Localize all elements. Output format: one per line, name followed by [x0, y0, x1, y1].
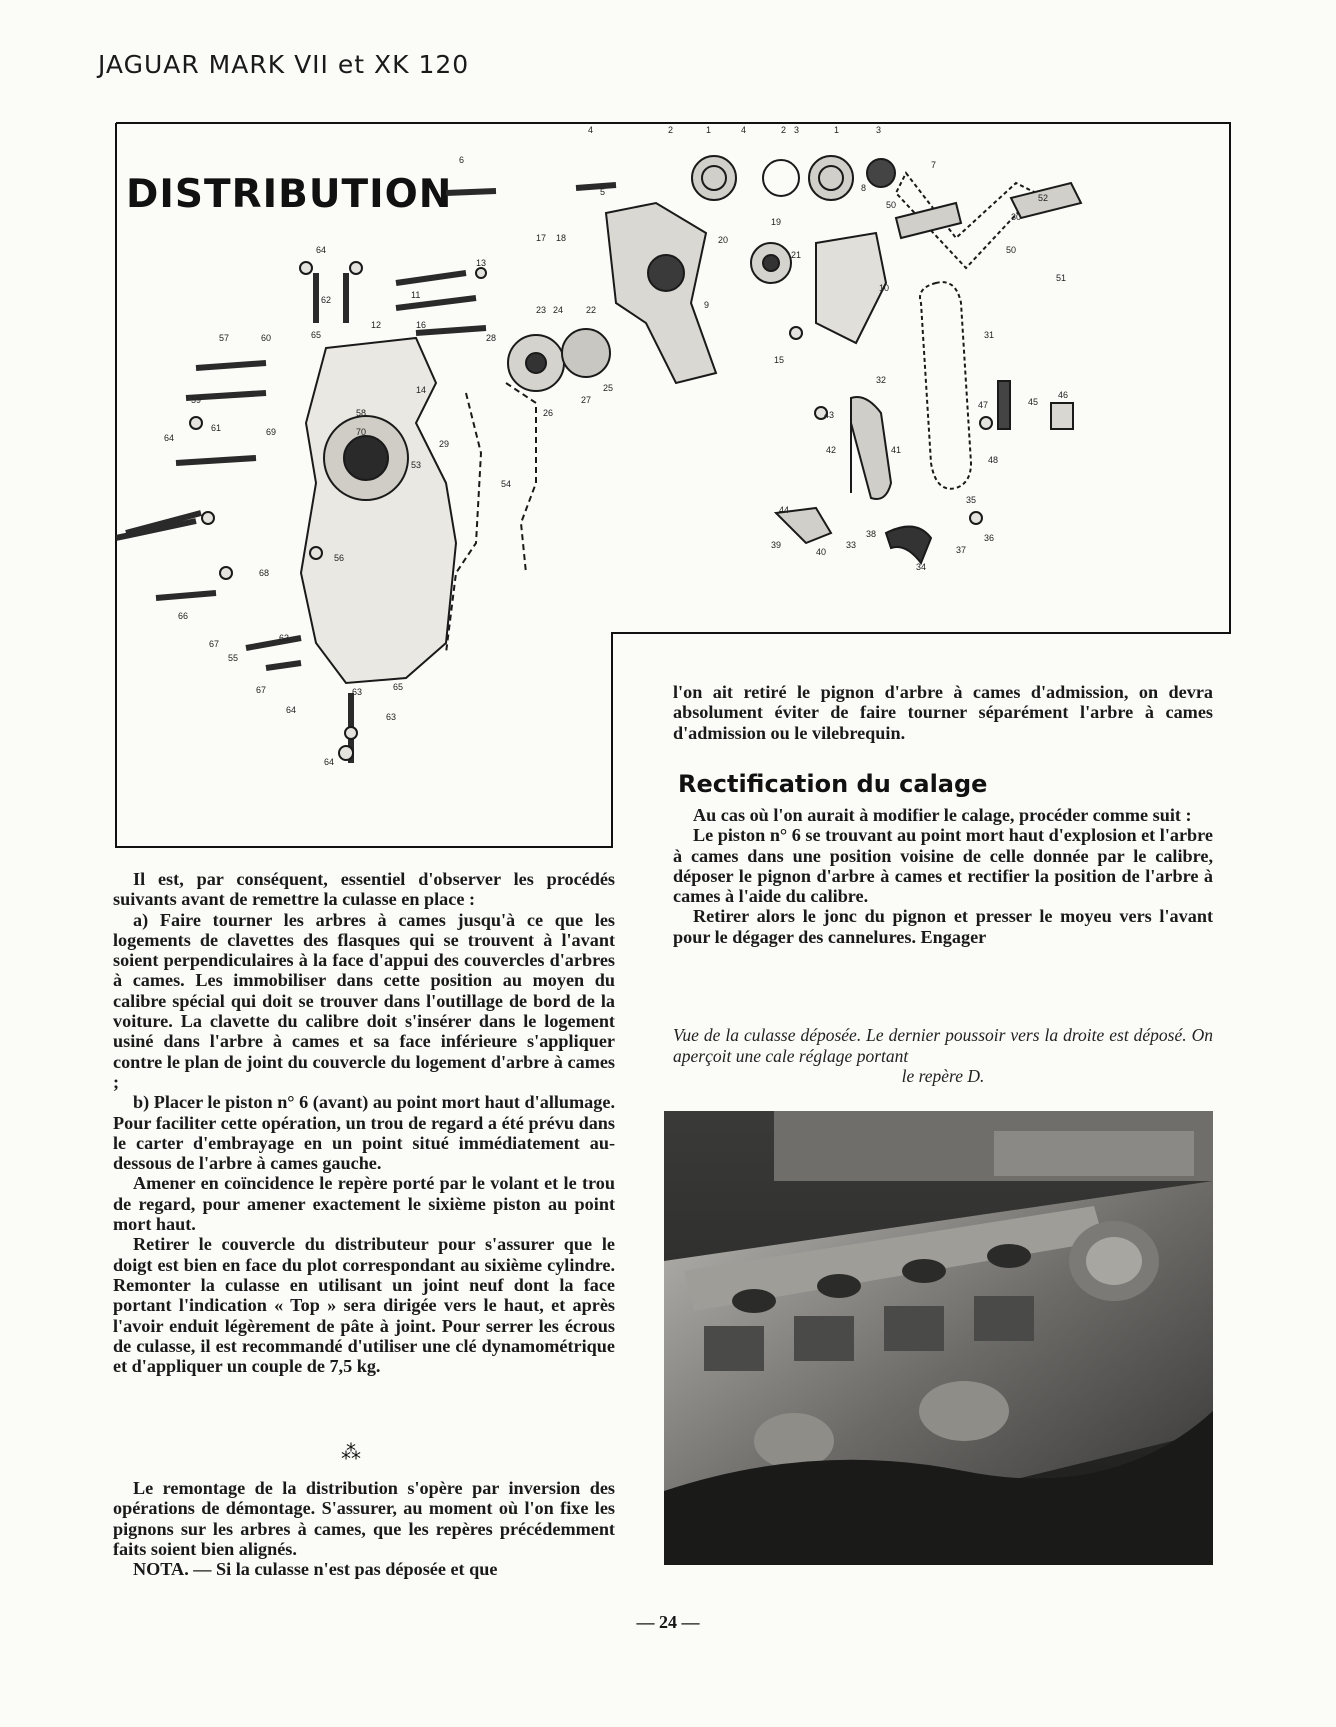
svg-text:34: 34	[916, 562, 927, 572]
diagram-title: DISTRIBUTION	[126, 172, 453, 217]
svg-text:21: 21	[791, 250, 802, 260]
svg-text:46: 46	[1058, 390, 1069, 400]
svg-text:6: 6	[459, 155, 465, 165]
running-header: JAGUAR MARK VII et XK 120	[98, 50, 470, 79]
paragraph: a) Faire tourner les arbres à cames jusqu'à ce que les logements de clavettes des flasques qui se trouvent à l'avant soient perpendiculaires à la face d'appui des couvercles d'arbres à cames. Les immobiliser dans cette position au moyen du calibre spécial qui doit se trouver dans l'outillage de bord de la voiture. La clavette du calibre doit s'insérer dans le logement usiné dans l'arbre à cames et sa face inférieure s'appliquer contre le plan de joint du couvercle du logement d'arbre à cames ;	[113, 909, 615, 1092]
svg-text:16: 16	[416, 320, 427, 330]
svg-text:24: 24	[553, 305, 564, 315]
left-column-continued	[113, 1478, 615, 1579]
svg-text:67: 67	[256, 685, 267, 695]
svg-text:47: 47	[978, 400, 989, 410]
svg-text:3: 3	[876, 125, 882, 135]
svg-text:43: 43	[824, 410, 835, 420]
photo-caption	[673, 1025, 1213, 1087]
svg-text:15: 15	[774, 355, 785, 365]
svg-text:26: 26	[543, 408, 554, 418]
svg-text:41: 41	[891, 445, 902, 455]
svg-text:28: 28	[486, 333, 497, 343]
svg-text:32: 32	[876, 375, 887, 385]
svg-text:8: 8	[861, 183, 867, 193]
svg-text:56: 56	[334, 553, 345, 563]
section-heading: Rectification du calage	[678, 770, 988, 798]
svg-text:2: 2	[781, 125, 787, 135]
svg-text:5: 5	[600, 187, 606, 197]
svg-text:40: 40	[816, 547, 827, 557]
svg-text:13: 13	[476, 258, 487, 268]
svg-text:1: 1	[706, 125, 712, 135]
paragraph: Amener en coïncidence le repère porté par le volant et le trou de regard, pour amener exactement le sixième piston au point mort haut.	[113, 1173, 615, 1235]
svg-text:36: 36	[984, 533, 995, 543]
svg-text:58: 58	[356, 408, 367, 418]
svg-text:63: 63	[352, 687, 363, 697]
svg-text:4: 4	[741, 125, 747, 135]
svg-text:38: 38	[866, 529, 877, 539]
svg-text:60: 60	[261, 333, 272, 343]
svg-text:39: 39	[771, 540, 782, 550]
svg-text:1: 1	[834, 125, 840, 135]
svg-text:33: 33	[846, 540, 857, 550]
svg-text:44: 44	[779, 505, 790, 515]
svg-text:69: 69	[266, 427, 277, 437]
svg-text:64: 64	[324, 757, 335, 767]
svg-text:63: 63	[279, 633, 290, 643]
svg-text:10: 10	[879, 283, 890, 293]
paragraph: Le remontage de la distribution s'opère par inversion des opérations de démontage. S'assurer, au moment où l'on fixe les pignons sur les arbres à cames, que les repères précédemment faits soient bien alignés.	[113, 1478, 615, 1559]
svg-text:22: 22	[586, 305, 597, 315]
svg-text:7: 7	[931, 160, 937, 170]
svg-text:4: 4	[588, 125, 594, 135]
svg-text:54: 54	[501, 479, 512, 489]
svg-text:3: 3	[794, 125, 800, 135]
svg-text:18: 18	[556, 233, 567, 243]
svg-text:31: 31	[984, 330, 995, 340]
svg-text:30: 30	[1011, 212, 1022, 222]
right-column-continuation	[673, 682, 1213, 743]
paragraph: l'on ait retiré le pignon d'arbre à cames d'admission, on devra absolument éviter de faire tourner séparément l'arbre à cames d'admission ou le vilebrequin.	[673, 682, 1213, 743]
paragraph: b) Placer le piston n° 6 (avant) au point mort haut d'allumage. Pour faciliter cette opération, un trou de regard a été prévu dans le carter d'embrayage en un point situé immédiatement au-dessous de l'arbre à cames gauche.	[113, 1092, 615, 1174]
svg-text:42: 42	[826, 445, 837, 455]
svg-text:63: 63	[386, 712, 397, 722]
paragraph: Au cas où l'on aurait à modifier le calage, procéder comme suit :	[693, 805, 1192, 825]
caption-line: Vue de la culasse déposée. Le dernier poussoir vers la droite est déposé. On aperçoit une cale réglage portant	[673, 1025, 1213, 1066]
svg-text:62: 62	[321, 295, 332, 305]
svg-text:11: 11	[411, 290, 421, 300]
svg-text:66: 66	[178, 611, 189, 621]
svg-text:19: 19	[771, 217, 782, 227]
svg-text:65: 65	[393, 682, 404, 692]
paragraph: Le piston n° 6 se trouvant au point mort haut d'explosion et l'arbre à cames dans une position voisine de celle donnée par le calibre, déposer le pignon d'arbre à cames et rectifier la position de l'arbre à cames à l'aide du calibre.	[673, 825, 1213, 907]
svg-text:2: 2	[668, 125, 674, 135]
svg-text:45: 45	[1028, 397, 1039, 407]
caption-line: le repère D.	[901, 1066, 985, 1086]
svg-text:20: 20	[718, 235, 729, 245]
svg-text:23: 23	[536, 305, 547, 315]
svg-text:64: 64	[164, 433, 175, 443]
svg-text:35: 35	[966, 495, 977, 505]
svg-text:64: 64	[286, 705, 297, 715]
svg-text:50: 50	[886, 200, 897, 210]
svg-text:25: 25	[603, 383, 614, 393]
svg-text:53: 53	[411, 460, 422, 470]
svg-text:61: 61	[211, 423, 222, 433]
paragraph: Retirer le couvercle du distributeur pour s'assurer que le doigt est bien en face du plot correspondant au sixième cylindre. Remonter la culasse en utilisant un joint neuf dont la face portant l'indication « Top » sera dirigée vers le haut, et après l'avoir enduit légèrement de pâte à joint. Pour serrer les écrous de culasse, il est recommandé d'utiliser une clé dynamométrique et d'appliquer un couple de 7,5 kg.	[113, 1234, 615, 1377]
right-column	[673, 805, 1213, 947]
paragraph: Retirer alors le jonc du pignon et presser le moyeu vers l'avant pour le dégager des cannelures. Engager	[673, 906, 1213, 947]
svg-text:37: 37	[956, 545, 967, 555]
svg-text:55: 55	[228, 653, 239, 663]
left-column	[113, 869, 615, 1376]
svg-text:64: 64	[316, 245, 327, 255]
svg-text:59: 59	[191, 395, 202, 405]
svg-text:51: 51	[1056, 273, 1067, 283]
paragraph: Il est, par conséquent, essentiel d'observer les procédés suivants avant de remettre la culasse en place :	[113, 869, 615, 910]
svg-text:57: 57	[219, 333, 230, 343]
svg-text:52: 52	[1038, 193, 1049, 203]
svg-text:27: 27	[581, 395, 592, 405]
svg-text:48: 48	[988, 455, 999, 465]
svg-text:12: 12	[371, 320, 382, 330]
paragraph: NOTA. — Si la culasse n'est pas déposée et que	[133, 1559, 498, 1580]
svg-text:14: 14	[416, 385, 427, 395]
svg-text:17: 17	[536, 233, 547, 243]
svg-text:65: 65	[311, 330, 322, 340]
section-separator: ⁂	[341, 1442, 361, 1464]
svg-text:68: 68	[259, 568, 270, 578]
svg-text:29: 29	[439, 439, 450, 449]
svg-text:50: 50	[1006, 245, 1017, 255]
svg-text:70: 70	[356, 427, 367, 437]
page-number: — 24 —	[636, 1612, 700, 1632]
svg-text:9: 9	[704, 300, 710, 310]
svg-text:67: 67	[209, 639, 220, 649]
cylinder-head-photo	[664, 1111, 1213, 1565]
